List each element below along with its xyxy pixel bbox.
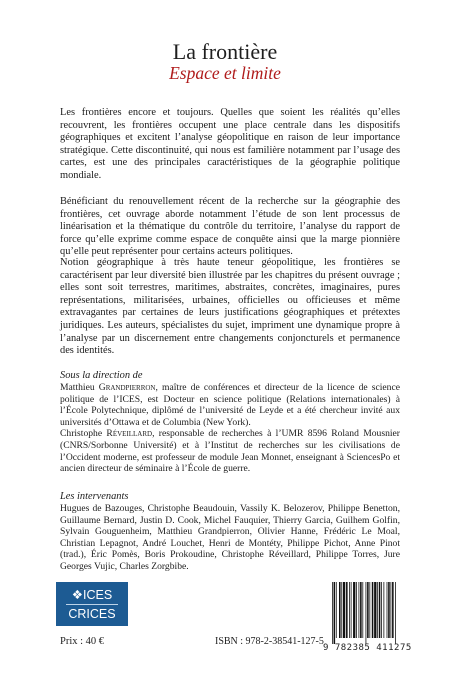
- direction-heading: Sous la direction de: [60, 370, 143, 381]
- director-entry-1: [60, 382, 400, 428]
- logo-line-2: CRICES: [68, 607, 116, 621]
- paragraph-text: Notion géographique à très haute teneur géopolitique, les frontières se caractérisent par leur diversité bien illustrée par les chapitres du présent ouvrage ; elles sont soit terrestres, maritimes, abstraites, concrètes, imaginaires, pures représentations, militarisées, urbaines, officielles ou officieuses et même extravagantes par certaines de leurs justifications géographiques et prétextes juridiques. Les auteurs, spécialistes du sujet, impriment une dynamique propre à l’analyse par un discernement entre changements conjoncturels et permanence des identités.: [60, 257, 400, 357]
- blurb-paragraph-2: [60, 196, 400, 259]
- price-label: Prix : 40 €: [60, 636, 105, 647]
- barcode-number: 9 782385 411275: [323, 643, 412, 653]
- director-first-name: Matthieu: [60, 382, 95, 393]
- director-bio: , responsable de recherches à l’UMR 8596 Roland Mousnier (CNRS/Sorbonne Université) et à l’Institut de recherches sur les civilisations de l’Occident moderne, est professeur de module Jean Monnet, enseignant à SciencesPo et ancien directeur de séminaire à l’École de guerre.: [60, 428, 400, 475]
- director-first-name: Christophe: [60, 428, 103, 440]
- logo-line-1: ❖ICES: [71, 588, 113, 602]
- book-title: La frontière: [172, 39, 278, 64]
- director-entry-2: [60, 428, 400, 474]
- direction-section: [60, 370, 400, 475]
- director-last-name: Réveillard: [106, 428, 153, 440]
- contributors-heading: Les intervenants: [60, 491, 129, 502]
- logo-divider: [66, 604, 118, 605]
- paragraph-text: Bénéficiant du renouvellement récent de la recherche sur la géographie des frontières, cet ouvrage aborde notamment l’étude de son lent processus de linéarisation et la thématique du contrôle du territoire, l’analyse du rapport de force qu’elle exprime comme espace de conquête ainsi que la marge pionnière qu’elle peut représenter pour certains acteurs politiques.: [60, 196, 400, 258]
- ices-logo: [56, 582, 128, 626]
- paragraph-text: Les frontières encore et toujours. Quelles que soient les réalités qu’elles recouvrent, les frontières occupent une place centrale dans les dispositifs géographiques et excitent l’analyse géopolitique en raison de leur importance stratégique. Cette discontinuité, qui nous est familière notamment par l’usage des cartes, est une des principales caractéristiques de la géographie politique mondiale.: [60, 107, 400, 181]
- isbn-label: ISBN : 978-2-38541-127-5: [215, 636, 324, 647]
- director-last-name: Grandpierron: [98, 382, 156, 393]
- director-bio: , maître de conférences et directeur de la licence de science politique de l’ICES, est Docteur en science politique (Relations internationales) à l’École Polytechnique, diplômé de l’université de Leyde et a été chercheur invité aux universités d’Ottawa et de Columbia (New York).: [60, 382, 400, 428]
- logo-symbol-icon: ❖: [71, 588, 84, 602]
- barcode-image: [330, 582, 420, 644]
- blurb-paragraph-1: [60, 107, 400, 183]
- blurb-paragraph-3: [60, 257, 400, 358]
- contributors-section: [60, 491, 400, 573]
- book-subtitle: Espace et limite: [169, 63, 281, 83]
- contributors-list: Hugues de Bazouges, Christophe Beaudouin, Vassily K. Belozerov, Philippe Benetton, Guillaume Bernard, Justin D. Cook, Michel Fauquier, Thierry Garcia, Guilhem Golfin, Sylvain Gouguenheim, Matthieu Grandpierron, Olivier Hanne, Frédéric Le Moal, Christian Lepagnot, André Louchet, Henri de Montéty, Philippe Pichot, Anne Pinot (trad.), Éric Pomès, Boris Prokoudine, Christophe Réveillard, Philippe Torres, Jure Georges Vujic, Charles Zorgbibe.: [60, 503, 400, 572]
